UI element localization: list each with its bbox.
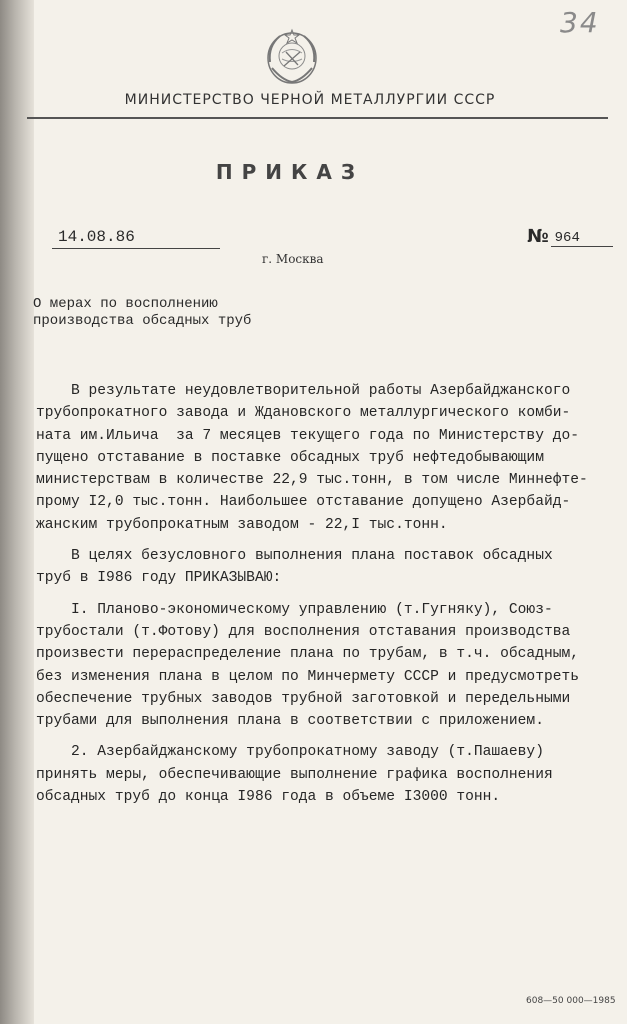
paragraph-gap (36, 590, 596, 599)
text-line: трубопрокатного завода и Ждановского металлургического комби- (36, 405, 571, 422)
state-emblem-icon (262, 28, 322, 86)
text-line: В результате неудовлетворительной работы Азербайджанского (36, 383, 571, 399)
order-date: 14.08.86 (52, 228, 220, 249)
text-line: прому I2,0 тыс.тонн. Наибольшее отставание допущено Азербайд- (36, 494, 571, 511)
paragraph-gap (36, 536, 596, 545)
subject-line: О мерах по восполнению (33, 296, 218, 312)
order-body (36, 380, 596, 808)
text-line: ната им.Ильича за 7 месяцев текущего года по Министерству до- (36, 427, 579, 444)
subject-line: производства обсадных труб (33, 313, 252, 329)
paragraph-item-1 (36, 599, 596, 733)
text-line: принять меры, обеспечивающие выполнение графика восполнения (36, 766, 553, 783)
text-line: трубами для выполнения плана в соответствии с приложением. (36, 713, 544, 730)
scan-edge-shadow (0, 0, 34, 1024)
text-line: I. Планово-экономическому управлению (т.Гугняку), Союз- (36, 601, 553, 618)
text-line: обеспечение трубных заводов трубной заготовкой и передельными (36, 690, 571, 707)
text-line: пущено отставание в поставке обсадных труб нефтедобывающим (36, 449, 544, 466)
order-number-field (527, 226, 613, 247)
number-sign: № (527, 226, 549, 247)
text-line: труб в I986 году ПРИКАЗЫВАЮ: (36, 570, 282, 587)
text-line: министерствам в количестве 22,9 тыс.тонн, в том числе Миннефте- (36, 472, 588, 489)
order-number: 964 (551, 230, 613, 247)
handwritten-page-number: 34 (560, 6, 600, 39)
text-line: В целях безусловного выполнения плана поставок обсадных (36, 548, 553, 565)
text-line: 2. Азербайджанскому трубопрокатному заводу (т.Пашаеву) (36, 744, 544, 761)
paragraph-findings (36, 380, 596, 536)
paragraph-gap (36, 732, 596, 741)
document-title: ПРИКАЗ (215, 160, 365, 184)
ministry-header: МИНИСТЕРСТВО ЧЕРНОЙ МЕТАЛЛУРГИИ СССР (124, 92, 496, 108)
issue-city: г. Москва (262, 252, 324, 266)
text-line: обсадных труб до конца I986 года в объеме I3000 тонн. (36, 789, 501, 806)
text-line: трубостали (т.Фотову) для восполнения отставания производства (36, 623, 571, 640)
text-line: без изменения плана в целом по Минчермету СССР и предусмотреть (36, 668, 579, 685)
paragraph-order-intro (36, 545, 596, 590)
text-line: жанским трубопрокатным заводом - 22,I тыс.тонн. (36, 516, 448, 533)
text-line: произвести перераспределение плана по трубам, в т.ч. обсадным, (36, 646, 579, 663)
order-subject (33, 296, 251, 330)
header-divider (27, 117, 608, 119)
print-run-code: 608—50 000—1985 (526, 996, 616, 1006)
paragraph-item-2 (36, 741, 596, 808)
